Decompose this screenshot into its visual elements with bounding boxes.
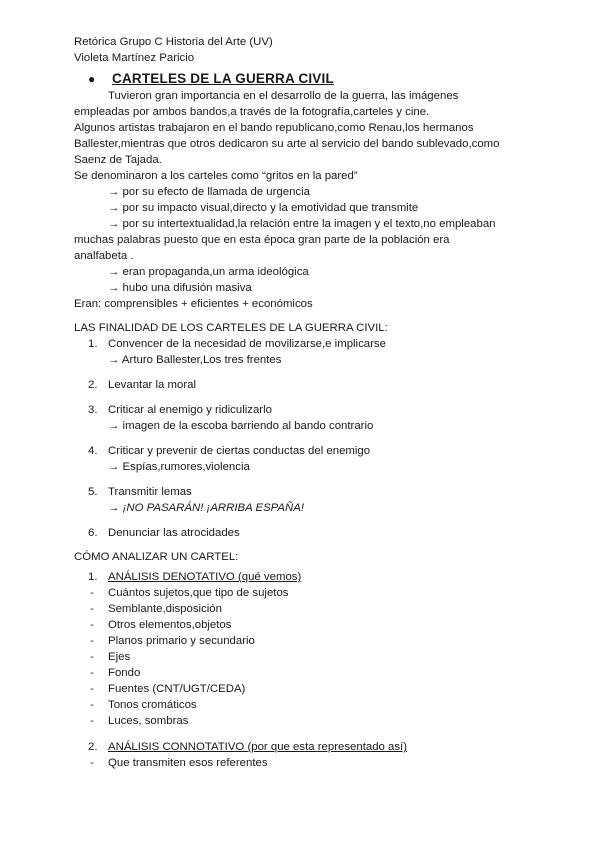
list-item <box>74 697 574 713</box>
list-item <box>74 649 574 665</box>
list-number: 1. <box>88 338 98 350</box>
intro-paragraph-1: Tuvieron gran importancia en el desarrollo de la guerra, las imágenes <box>108 90 459 102</box>
dash-bullet: - <box>90 757 94 769</box>
denotativo-list <box>74 585 574 729</box>
list-text: Cuántos sujetos,que tipo de sujetos <box>108 587 289 599</box>
dash-bullet: - <box>90 651 94 663</box>
list-item <box>74 755 574 771</box>
list-number: 3. <box>88 404 98 416</box>
bullet-icon: ● <box>88 72 96 86</box>
reason-intertextuality-end: analfabeta . <box>74 250 134 262</box>
header-author: Violeta Martínez Paricio <box>74 52 195 64</box>
list-item <box>74 336 574 368</box>
intro-paragraph-1-cont: empleadas por ambos bandos,a través de la fotografía,carteles y cine. <box>74 106 430 118</box>
list-number: 5. <box>88 486 98 498</box>
arrow-glyph: → <box>108 502 123 514</box>
list-subtext: → Arturo Ballester,Los tres frentes <box>108 354 282 366</box>
list-item <box>74 617 574 633</box>
list-item <box>74 665 574 681</box>
list-text: Ejes <box>108 651 131 663</box>
analysis-section-connotativo <box>74 739 574 755</box>
list-text: Otros elementos,objetos <box>108 619 232 631</box>
list-item <box>74 633 574 649</box>
list-text: Levantar la moral <box>108 379 197 391</box>
dash-bullet: - <box>90 683 94 695</box>
list-text: Transmitir lemas <box>108 486 192 498</box>
reason-intertextuality: → por su intertextualidad,la relación entre la imagen y el texto,no empleaban <box>108 218 496 230</box>
intro-paragraph-2-end: Saenz de Tajada. <box>74 154 162 166</box>
reason-diffusion: → hubo una difusión masiva <box>108 282 252 294</box>
list-item <box>74 377 574 393</box>
reason-urgency: → por su efecto de llamada de urgencia <box>108 186 310 198</box>
list-text: Tonos cromáticos <box>108 699 197 711</box>
document-page <box>74 34 574 771</box>
list-text: Fondo <box>108 667 141 679</box>
list-item <box>74 484 574 516</box>
dash-bullet: - <box>90 587 94 599</box>
list-number: 2. <box>88 379 98 391</box>
list-item <box>74 585 574 601</box>
list-item <box>74 713 574 729</box>
title-text: CARTELES DE LA GUERRA CIVIL <box>112 71 334 86</box>
intro-paragraph-2-cont: Ballester,mientras que otros dedicaron su arte al servicio del bando sublevado,como <box>74 138 500 150</box>
list-number: 4. <box>88 445 98 457</box>
section-number: 2. <box>88 741 98 753</box>
page-title <box>74 70 574 88</box>
reason-visual-impact: → por su impacto visual,directo y la emotividad que transmite <box>108 202 419 214</box>
finalidad-heading: LAS FINALIDAD DE LOS CARTELES DE LA GUERRA CIVIL: <box>74 322 388 334</box>
dash-bullet: - <box>90 667 94 679</box>
dash-bullet: - <box>90 603 94 615</box>
list-subtext <box>74 500 574 516</box>
header-course: Retórica Grupo C Historia del Arte (UV) <box>74 36 273 48</box>
list-text: Planos primario y secundario <box>108 635 255 647</box>
dash-bullet: - <box>90 635 94 647</box>
slogan-text: ¡NO PASARÁN! ¡ARRIBA ESPAÑA! <box>122 502 305 514</box>
dash-bullet: - <box>90 715 94 727</box>
dash-bullet: - <box>90 619 94 631</box>
list-item <box>74 443 574 475</box>
summary-line: Eran: comprensibles + eficientes + económicos <box>74 298 313 310</box>
section-title: ANÁLISIS CONNOTATIVO (por que esta representado así) <box>108 741 408 753</box>
list-text: Denunciar las atrocidades <box>108 527 240 539</box>
list-item <box>74 601 574 617</box>
list-text: Que transmiten esos referentes <box>108 757 268 769</box>
list-text: Luces, sombras <box>108 715 189 727</box>
list-item <box>74 525 574 541</box>
list-subtext: → Espías,rumores,violencia <box>108 461 250 473</box>
intro-paragraph-3: Se denominaron a los carteles como “gritos en la pared” <box>74 170 358 182</box>
list-number: 6. <box>88 527 98 539</box>
intro-paragraph-2: Algunos artistas trabajaron en el bando republicano,como Renau,los hermanos <box>74 122 474 134</box>
dash-bullet: - <box>90 699 94 711</box>
list-text: Criticar y prevenir de ciertas conductas del enemigo <box>108 445 371 457</box>
analysis-section-denotativo <box>74 569 574 585</box>
list-text: Fuentes (CNT/UGT/CEDA) <box>108 683 246 695</box>
connotativo-list <box>74 755 574 771</box>
list-text: Semblante,disposición <box>108 603 222 615</box>
list-text: Criticar al enemigo y ridiculizarlo <box>108 404 272 416</box>
list-text: Convencer de la necesidad de movilizarse,e implicarse <box>108 338 386 350</box>
reason-propaganda: → eran propaganda,un arma ideológica <box>108 266 309 278</box>
section-title: ANÁLISIS DENOTATIVO (qué vemos) <box>108 571 302 583</box>
reason-intertextuality-cont: muchas palabras puesto que en esta época gran parte de la población era <box>74 234 450 246</box>
list-item <box>74 402 574 434</box>
section-number: 1. <box>88 571 98 583</box>
analizar-heading: CÓMO ANALIZAR UN CARTEL: <box>74 551 239 563</box>
list-item <box>74 681 574 697</box>
list-subtext: → imagen de la escoba barriendo al bando contrario <box>108 420 374 432</box>
